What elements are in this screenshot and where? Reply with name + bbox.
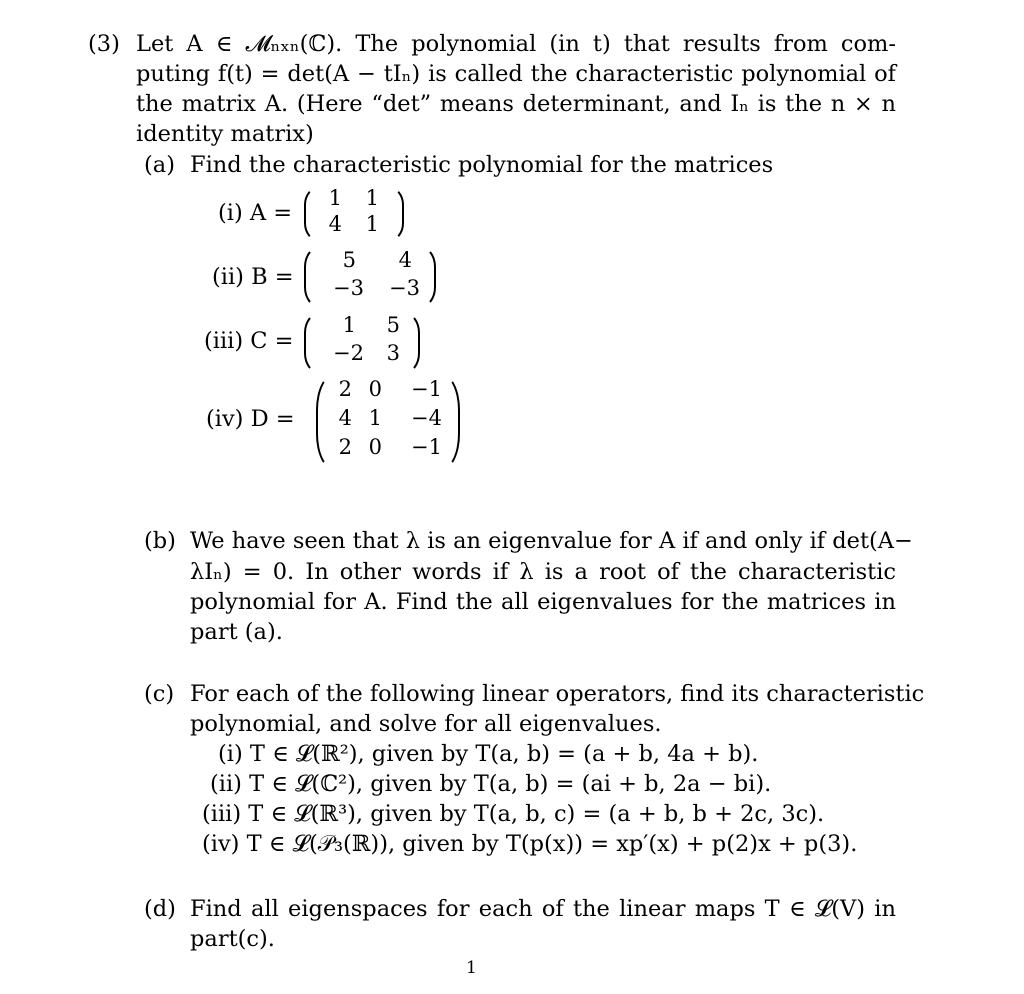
part-c-item-2: (ii) T ∈ 𝓛(ℂ²), given by T(a, b) = (ai + b, 2a − bi). xyxy=(210,771,772,797)
part-c-line-2: polynomial, and solve for all eigenvalues. xyxy=(190,711,662,737)
matrix-c-left-paren xyxy=(304,312,320,374)
matrix-b-cell: 4 xyxy=(398,248,412,272)
part-c-line-1: For each of the following linear operators, find its characteristic xyxy=(190,681,925,707)
matrix-d-label: (iv) D = xyxy=(206,406,295,432)
problem-number: (3) xyxy=(88,31,120,57)
matrix-c-cell: −2 xyxy=(333,341,364,365)
part-c-item-4: (iv) T ∈ 𝓛(𝒫₃(ℝ)), given by T(p(x)) = xp′(x) + p(2)x + p(3). xyxy=(202,831,858,857)
part-b-line-4: part (a). xyxy=(190,619,283,645)
part-c-item-3: (iii) T ∈ 𝓛(ℝ³), given by T(a, b, c) = (a + b, b + 2c, 3c). xyxy=(202,801,825,827)
matrix-a-cell: 1 xyxy=(365,212,379,236)
intro-line-3: the matrix A. (Here “det” means determinant, and Iₙ is the n × n xyxy=(136,91,896,117)
part-b-line-3: polynomial for A. Find the all eigenvalues for the matrices in xyxy=(190,589,896,615)
matrix-d-cell: 0 xyxy=(368,377,382,401)
matrix-d-cell: −4 xyxy=(411,406,442,430)
matrix-d-cell: 1 xyxy=(368,406,382,430)
part-b-label: (b) xyxy=(144,528,176,554)
matrix-b-cell: 5 xyxy=(342,248,356,272)
matrix-d-cell: 2 xyxy=(338,377,352,401)
part-d-line-2: part(c). xyxy=(190,926,275,952)
matrix-c-right-paren xyxy=(404,312,420,374)
matrix-d-cell: −1 xyxy=(411,377,442,401)
part-d-label: (d) xyxy=(144,896,176,922)
matrix-a-cell: 1 xyxy=(365,186,379,210)
matrix-d-cell: 4 xyxy=(338,406,352,430)
intro-line-1: Let A ∈ 𝓜ₙₓₙ(ℂ). The polynomial (in t) that results from com- xyxy=(136,31,896,57)
part-a-text: Find the characteristic polynomial for the matrices xyxy=(190,152,774,178)
part-d-line-1: Find all eigenspaces for each of the linear maps T ∈ 𝓛(V) in xyxy=(190,896,896,922)
matrix-d-cell: 2 xyxy=(338,435,352,459)
matrix-b-label: (ii) B = xyxy=(212,264,294,290)
matrix-d-cell: 0 xyxy=(368,435,382,459)
part-a-label: (a) xyxy=(144,152,175,178)
matrix-d-cell: −1 xyxy=(411,435,442,459)
part-c-item-1: (i) T ∈ 𝓛(ℝ²), given by T(a, b) = (a + b, 4a + b). xyxy=(218,741,759,767)
matrix-d-right-paren xyxy=(442,374,460,470)
matrix-c-cell: 3 xyxy=(386,341,400,365)
intro-line-4: identity matrix) xyxy=(136,121,314,147)
intro-line-2: puting f(t) = det(A − tIₙ) is called the characteristic polynomial of xyxy=(136,61,896,87)
part-b-line-1: We have seen that λ is an eigenvalue for A if and only if det(A− xyxy=(190,528,913,554)
matrix-b-cell: −3 xyxy=(333,276,364,300)
part-b-line-2: λIₙ) = 0. In other words if λ is a root of the characteristic xyxy=(190,559,896,585)
matrix-b-right-paren xyxy=(420,246,436,308)
matrix-b-cell: −3 xyxy=(389,276,420,300)
page-number: 1 xyxy=(466,958,477,978)
matrix-a-cell: 4 xyxy=(328,212,342,236)
matrix-a-right-paren xyxy=(388,186,404,242)
matrix-c-label: (iii) C = xyxy=(204,328,294,354)
matrix-c-cell: 1 xyxy=(342,313,356,337)
matrix-b-left-paren xyxy=(304,246,320,308)
matrix-c-cell: 5 xyxy=(386,313,400,337)
matrix-a-label: (i) A = xyxy=(218,200,293,226)
matrix-a-cell: 1 xyxy=(328,186,342,210)
part-c-label: (c) xyxy=(144,681,175,707)
